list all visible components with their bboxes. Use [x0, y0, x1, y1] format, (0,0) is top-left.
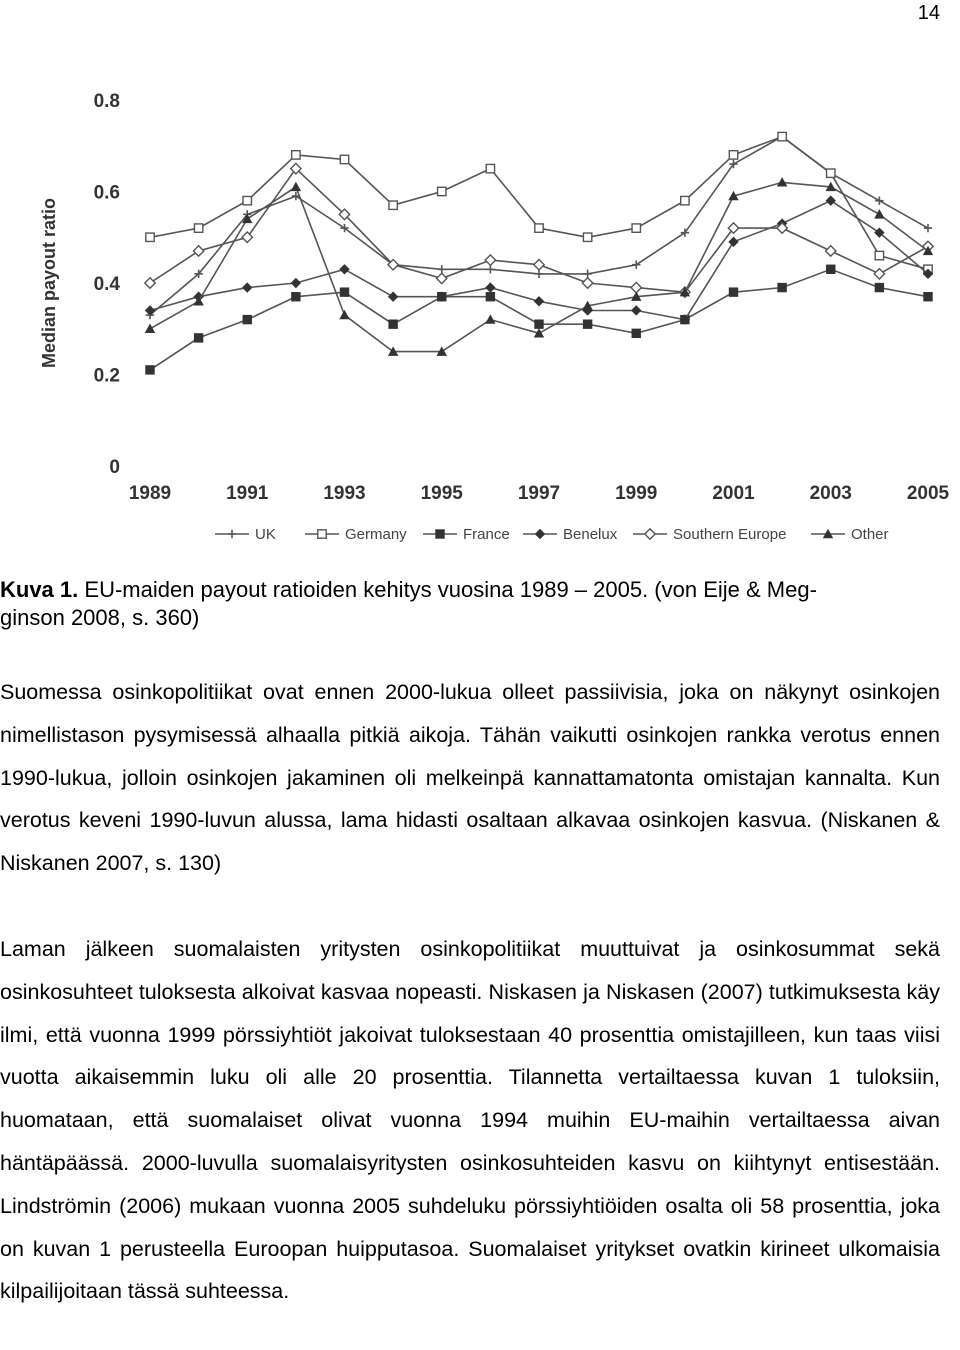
series-point: [340, 155, 348, 163]
series-point: [874, 209, 884, 218]
series-point: [631, 282, 641, 292]
y-tick-label: 0.2: [93, 365, 120, 387]
series-point: [631, 305, 641, 315]
x-tick-label: 1997: [517, 483, 561, 504]
series-point: [243, 196, 251, 204]
series-line: [150, 137, 928, 270]
series-france: [146, 265, 932, 374]
y-tick-label: 0.6: [93, 182, 120, 204]
series-point: [438, 265, 446, 273]
x-tick-label: 2005: [906, 483, 950, 504]
series-point: [291, 182, 301, 191]
series-point: [486, 265, 494, 273]
caption-text-line2: ginson 2008, s. 360): [0, 605, 200, 630]
x-tick-label: 1995: [420, 483, 463, 504]
figure-caption: [0, 576, 940, 632]
series-point: [339, 264, 349, 274]
y-tick-label: 0: [109, 457, 120, 478]
series-point: [340, 288, 348, 296]
series-point: [777, 177, 787, 186]
legend-label: Benelux: [563, 526, 618, 543]
series-point: [632, 261, 640, 269]
series-point: [194, 224, 202, 232]
series-point: [145, 324, 155, 333]
legend-item: [523, 526, 618, 543]
series-point: [632, 224, 640, 232]
series-point: [875, 283, 883, 291]
series-point: [485, 314, 495, 323]
x-tick-label: 2003: [809, 483, 852, 504]
series-point: [146, 233, 154, 241]
legend-label: Other: [851, 526, 889, 543]
legend-label: Southern Europe: [673, 526, 787, 543]
legend-item: [423, 526, 510, 543]
series-point: [485, 282, 495, 292]
y-tick-label: 0.4: [93, 274, 120, 295]
series-point: [292, 293, 300, 301]
paragraph-1: Suomessa osinkopolitiikat ovat ennen 2000-lukua olleet passiivisia, joka on näkynyt osinkojen nimellistason pysymisessä alhaalla pitkiä aikoja. Tähän vaikutti osinkojen rankka verotus ennen 1990-lukua, jolloin osinkojen jakaminen oli melkeinpä kannattamatonta omistajan kannalta. Kun verotus keveni 1990-luvun alussa, lama hidasti osaltaan alkavaa osinkojen kasvua. (Niskanen & Niskanen 2007, s. 130): [0, 680, 940, 876]
legend-item: [811, 526, 889, 543]
series-point: [389, 201, 397, 209]
legend-marker: [436, 530, 444, 538]
series-point: [146, 366, 154, 374]
legend-marker: [228, 530, 236, 538]
series-germany: [146, 132, 932, 273]
series-point: [535, 270, 543, 278]
series-point: [534, 260, 544, 270]
series-point: [437, 273, 447, 283]
series-point: [778, 132, 786, 140]
series-point: [486, 164, 494, 172]
legend-item: [215, 526, 276, 543]
series-point: [924, 293, 932, 301]
x-tick-label: 1993: [323, 483, 366, 504]
series-point: [291, 278, 301, 288]
series-point: [632, 329, 640, 337]
series-point: [826, 195, 836, 205]
line-chart-svg: [30, 70, 960, 560]
y-axis-title: Median payout ratio: [39, 197, 59, 369]
legend-item: [305, 526, 407, 543]
caption-text-line1: EU-maiden payout ratioiden kehitys vuosina 1989 – 2005. (von Eije & Meg-: [84, 577, 817, 602]
x-tick-label: 1991: [226, 483, 269, 504]
series-point: [194, 334, 202, 342]
series-point: [827, 265, 835, 273]
payout-ratio-chart: [30, 70, 960, 560]
series-point: [729, 288, 737, 296]
series-point: [145, 278, 155, 288]
series-point: [193, 246, 203, 256]
series-point: [486, 293, 494, 301]
series-point: [535, 320, 543, 328]
x-tick-label: 1999: [615, 483, 658, 504]
series-point: [242, 282, 252, 292]
legend-label: UK: [255, 526, 276, 543]
series-point: [145, 305, 155, 315]
chart-legend: [215, 526, 889, 543]
series-point: [292, 151, 300, 159]
series-point: [583, 270, 591, 278]
series-point: [583, 320, 591, 328]
caption-label: Kuva 1.: [0, 577, 79, 602]
paragraph-2: Laman jälkeen suomalaisten yritysten osinkopolitiikat muuttuivat ja osinkosummat sekä osinkosuhteet tuloksesta alkoivat kasvaa nopeasti. Niskasen ja Niskasen (2007) tutkimuksesta käy ilmi, että vuonna 1999 pörssiyhtiöt jakoivat tuloksestaan 40 prosenttia omistajilleen, kun taas viisi vuotta aikaisemmin luku oli alle 20 prosenttia. Tilannetta vertailtaessa kuvan 1 tuloksiin, huomataan, että suomalaiset olivat vuonna 1994 muihin EU-maihin vertailtaessa aivan häntäpäässä. 2000-luvulla suomalaisyritysten osinkosuhteiden kasvu on kiihtynyt entisestään. Lindströmin (2006) mukaan vuonna 2005 suhdeluku pörssiyhtiöiden osalta oli 58 prosenttia, joka on kuvan 1 perusteella Euroopan huipputasoa. Suomalaiset yritykset ovatkin kirineet ulkomaisia kilpailijoitaan tässä suhteessa.: [0, 937, 940, 1304]
x-tick-label: 1989: [128, 483, 172, 504]
series-point: [534, 296, 544, 306]
series-point: [438, 187, 446, 195]
series-point: [924, 224, 932, 232]
legend-item: [633, 526, 786, 543]
series-point: [535, 224, 543, 232]
series-point: [875, 251, 883, 259]
series-point: [729, 151, 737, 159]
series-point: [875, 196, 883, 204]
x-tick-label: 2001: [712, 483, 755, 504]
series-point: [583, 233, 591, 241]
legend-label: Germany: [345, 526, 407, 543]
series-point: [728, 237, 738, 247]
series-point: [389, 320, 397, 328]
legend-marker: [318, 530, 326, 538]
legend-marker: [645, 529, 655, 539]
series-point: [339, 310, 349, 319]
y-tick-label: 0.8: [93, 91, 120, 112]
series-point: [874, 269, 884, 279]
series-point: [681, 196, 689, 204]
series-point: [388, 292, 398, 302]
series-point: [778, 283, 786, 291]
series-point: [485, 255, 495, 265]
legend-label: France: [463, 526, 510, 543]
series-point: [827, 169, 835, 177]
series-point: [243, 315, 251, 323]
page-number: 14: [917, 2, 940, 24]
series-point: [582, 278, 592, 288]
series-point: [826, 246, 836, 256]
legend-marker: [535, 529, 545, 539]
